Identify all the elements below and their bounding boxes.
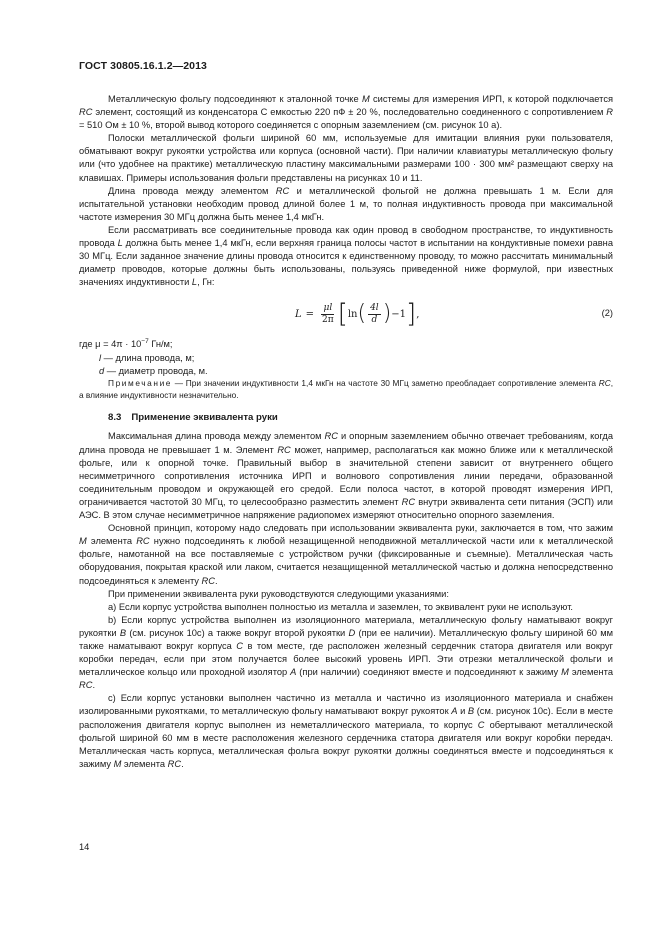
text: элемента (121, 758, 168, 769)
formula-ln: ln (347, 308, 358, 320)
symbol-rc: RC (79, 107, 93, 118)
page-content (79, 93, 613, 771)
text: должна быть менее 1,4 мкГн, если верхняя граница полосы частот в испытании на кондуктивные помехи равна 30 МГц. Если заданное значение длины провода относится к единственному проводу, то можно рассчитать минимальный диаметр проводов, которые должны быть использованы, пользуясь приведенной ниже формулой, при известных значениях индуктивности (79, 238, 613, 288)
text: — При значении индуктивности 1,4 мкГн на частоте 30 МГц заметно преобладает сопротивление элемента (172, 377, 599, 388)
text: Максимальная длина провода между элементом (108, 431, 325, 442)
formula-fraction-mu (320, 303, 336, 326)
text: = 510 Ом ± 10 %, второй вывод которого соединяется с опорным заземлением (см. рисунок 10 а). (79, 120, 503, 131)
text: может, например, располагаться как можно ближе или к металлической фольге, или к опорной точке. Правильный выбор в значительной степени зависит от внутреннего общего несимметричного сопротивления источника ИРП и волнового сопротивления линии передачи, образованной соединительным проводом и окружающей его средой. Если полоса частот, в которой проводят измерения ИРП, ограничивается частотой 30 МГц, то целесообразно разместить элемент (79, 444, 613, 507)
text: Если рассматривать все соединительные провода как один провод в свободном пространстве, то индуктивность провода (79, 224, 613, 249)
paragraph-max-length (79, 430, 613, 522)
symbol-rc: RC (136, 536, 150, 547)
paragraph-principle (79, 522, 613, 587)
text: в том месте, где расположен железный сердечник статора двигателя или вокруг коробки передач, если при этом получается более высокий уровень ИРП. Эти отрезки металлической фольги и металлическое кольцо или проходной изолятор (79, 640, 613, 678)
page-number: 14 (79, 842, 90, 852)
note-label: Примечание (108, 377, 173, 388)
text: Длина провода между элементом (108, 185, 276, 196)
text: , Гн: (197, 277, 215, 288)
text: внутри эквивалента сети питания (ЭСП) или АЭС. В этом случае несимметричное напряжение радиопомех измеряют относительно опорного заземления. (79, 496, 613, 521)
text: нужно подсоединять к любой незащищенной неподвижной металлической части или к металлической фольге, намотанной на все поставляемые с устройством ручки (фиксированные и съемные). Металлическая часть оборудования, покрытая краской или лаком, считается незащищенной металлической частью и должна непосредственно подсоединяться к элементу (79, 536, 614, 586)
exponent: −7 (141, 338, 149, 346)
formula-fraction-4l-d (368, 303, 381, 326)
symbol-l: L (191, 277, 198, 288)
paragraph-item-c (79, 692, 613, 771)
symbol: С (477, 719, 485, 730)
symbol-l: l (99, 352, 102, 363)
text: b) Если корпус устройства выполнен из изоляционного материала, металлическую фольгу наматывают вокруг рукоятки (79, 614, 613, 638)
text: (см. рисунок 10с) а также вокруг второй рукоятки (126, 627, 349, 638)
fraction-numerator: 4l (370, 302, 379, 313)
symbol-rc: RC (401, 496, 416, 507)
note (79, 378, 613, 402)
text: Гн/м; (148, 339, 173, 350)
section-title: Применение эквивалента руки (131, 412, 278, 424)
text: (при ее наличии). Металлическую фольгу шириной 60 мм также наматывают вокруг корпуса (79, 627, 613, 651)
text: элемент, состоящий из конденсатора С емкостью 220 пФ ± 20 %, последовательно соединенного с сопротивлением (92, 107, 607, 118)
symbol: В (119, 627, 127, 638)
left-paren: ( (357, 301, 367, 327)
text: элемента (86, 536, 137, 547)
text: Металлическую фольгу подсоединяют к эталонной точке (108, 94, 362, 104)
section-heading (108, 411, 613, 424)
section-number: 8.3 (108, 412, 122, 424)
text: обертывают металлической фольгой шириной 60 мм в месте расположения железного сердечника статора двигателя или вокруг коробки передач. Металлическая часть корпуса, металлическая фольга вокруг рукоятки должны соединяться вместе и подсоединяться к зажиму (79, 719, 614, 769)
legend-d (79, 365, 613, 378)
text: и опорным заземлением обычно отвечает требованиям, когда длина провода не превышает 1 м. Элемент (79, 431, 613, 455)
legend-l (79, 352, 613, 365)
text: . (214, 575, 218, 586)
paragraph-inductance (79, 224, 613, 289)
paragraph-wire-length (79, 185, 613, 224)
text: . (181, 758, 184, 769)
symbol-rc: RC (275, 185, 290, 196)
symbol-rc: RC (167, 758, 182, 769)
formula-lhs: L (295, 308, 302, 320)
formula-minus-one: −1 (391, 308, 407, 320)
fraction-denominator: 2π (322, 314, 334, 325)
symbol: С (236, 640, 243, 651)
paragraph-item-b (79, 614, 613, 693)
symbol-rc: RC (324, 431, 338, 442)
formula-comma: , (416, 308, 420, 320)
right-paren: ) (382, 301, 392, 327)
right-bracket: ] (406, 299, 417, 330)
text: , а влияние индуктивности незначительно. (79, 377, 613, 400)
symbol-rc: RC (79, 680, 93, 691)
symbol: А (451, 706, 458, 717)
fraction-numerator: μl (323, 302, 333, 313)
text: системы для измерения ИРП, к которой подключается (369, 94, 613, 104)
text: где μ = 4π · 10 (79, 339, 142, 350)
legend-mu (79, 335, 613, 351)
text: и (457, 706, 468, 717)
symbol-d: d (99, 365, 105, 376)
text: и металлической фольгой не должна превышать 1 м. Если для испытательной установки необходим провод длиной более 1 м, то полная индуктивность провода при максимальной частоте измерения 30 МГц должна быть менее 1,4 мкГн. (79, 185, 613, 222)
paragraph-foil-connection (79, 93, 613, 132)
equation-number: (2) (601, 308, 613, 319)
paragraph-guidelines: При применении эквивалента руки руководствуются следующими указаниями: (108, 588, 449, 599)
formula-legend (79, 335, 613, 377)
symbol-rc: RC (201, 575, 215, 586)
formula-equals: = (305, 308, 315, 320)
symbol: А (290, 667, 297, 678)
paragraph-foil-strips: Полоски металлической фольги шириной 60 мм, используемые для имитации влияния руки пользователя, обматывают вокруг рукоятки устройства или корпуса (основной части). При наличии клавиатуры металлическую фольгу или (что удобнее на практике) металлическую пластину максимальными размерами 100 · 300 мм² размещают сверху на клавишах. Примеры использования фольги представлены на рисунках 10 и 11. (79, 133, 613, 183)
symbol-m: M (361, 94, 370, 104)
symbol: D (348, 627, 356, 638)
left-bracket: [ (337, 299, 348, 330)
symbol-m: M (113, 758, 122, 769)
symbol-rc: RC (277, 444, 291, 455)
text: элемента (568, 667, 613, 678)
symbol-r: R (606, 107, 613, 118)
text: c) Если корпус установки выполнен частично из металла и частично из изоляционного материала и снабжен изолированными рукоятками, то металлическую фольгу наматывают вокруг рукояток (79, 693, 613, 717)
paragraph-item-a: а) Если корпус устройства выполнен полностью из металла и заземлен, то эквивалент руки не используют. (108, 601, 574, 612)
text: (см. рисунок 10с). Если в месте расположения двигателя корпус выполнен из неметаллического материала, то корпус (79, 706, 614, 730)
text: — длина провода, м; (101, 352, 195, 363)
inductance-formula (295, 297, 419, 331)
symbol: В (467, 706, 475, 717)
text: Основной принцип, которому надо следовать при использовании эквивалента руки, заключается в том, что зажим (108, 523, 613, 534)
symbol-m: M (561, 667, 569, 678)
symbol-rc: RC (598, 377, 611, 388)
fraction-denominator: d (371, 314, 378, 325)
text: . (92, 680, 96, 691)
document-header: ГОСТ 30805.16.1.2—2013 (79, 60, 207, 72)
text: — диаметр провода, м. (104, 365, 208, 376)
text: (при наличии) соединяют вместе и подсоединяют к зажиму (296, 667, 562, 678)
symbol-m: M (79, 536, 87, 547)
symbol-l: L (117, 238, 123, 249)
formula-block (79, 295, 613, 333)
